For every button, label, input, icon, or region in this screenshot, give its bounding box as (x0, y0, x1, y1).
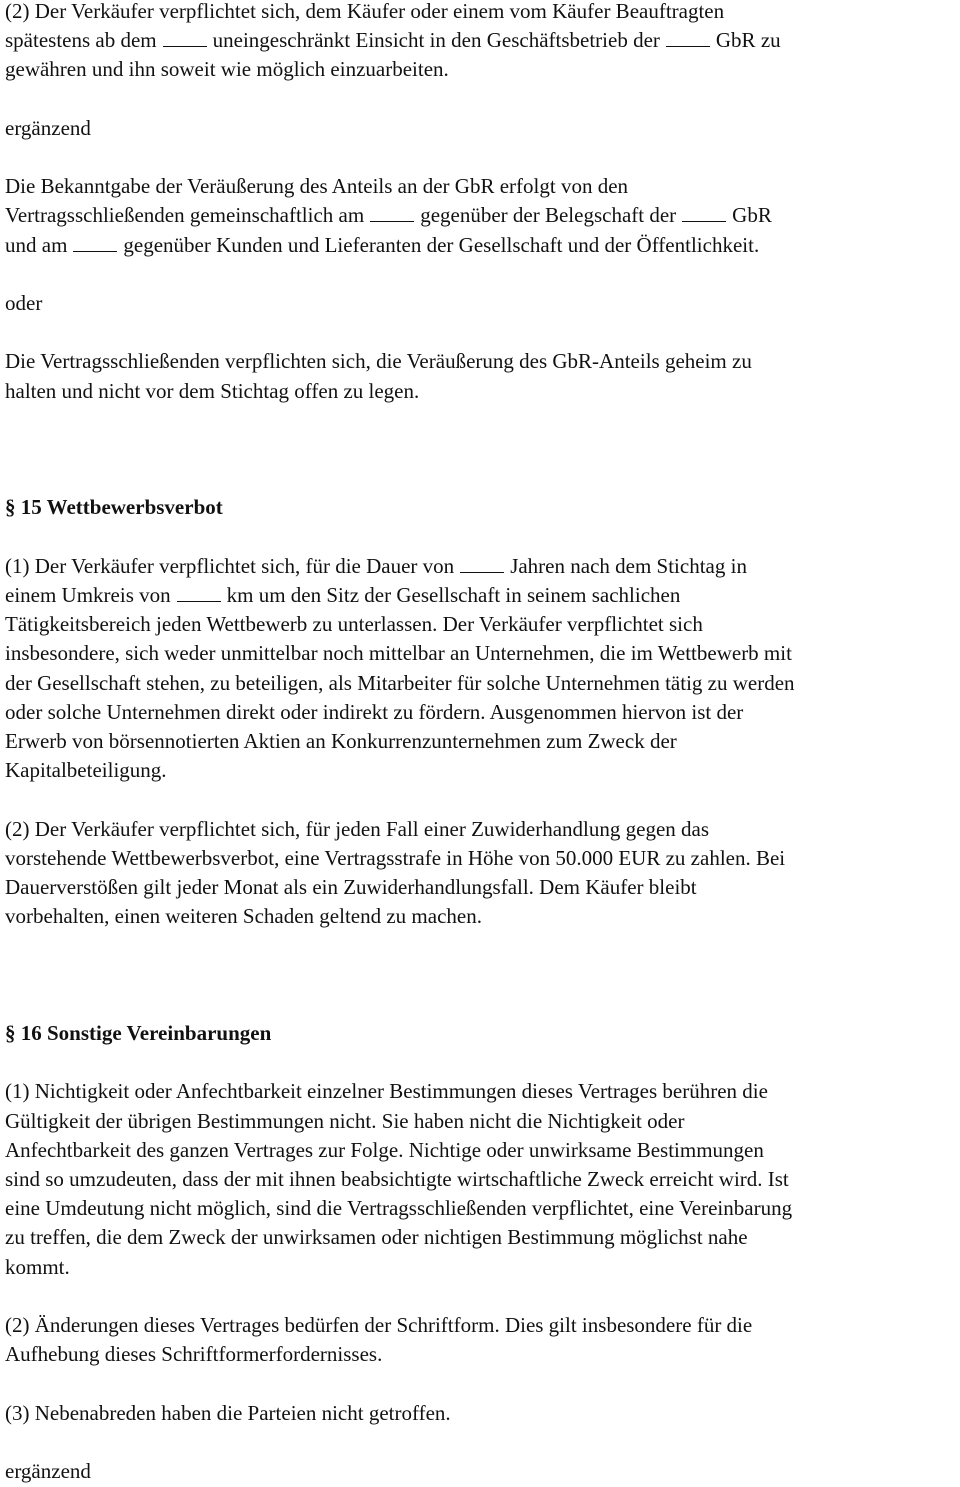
text-line: (3) Nebenabreden haben die Parteien nicht getroffen. (5, 1400, 451, 1425)
fill-in-blank (73, 235, 117, 252)
text-line: der Gesellschaft stehen, zu beteiligen, als Mitarbeiter für solche Unternehmen tätig zu werden (5, 670, 795, 695)
paragraph (5, 172, 960, 260)
text-line: gewähren und ihn soweit wie möglich einzuarbeiten. (5, 57, 449, 82)
fill-in-blank (460, 556, 504, 573)
text-line: § 16 Sonstige Vereinbarungen (5, 1020, 272, 1045)
paragraph (5, 815, 960, 932)
text-line: Gültigkeit der übrigen Bestimmungen nicht. Sie haben nicht die Nichtigkeit oder (5, 1108, 685, 1133)
text-line: (2) Der Verkäufer verpflichtet sich, für jeden Fall einer Zuwiderhandlung gegen das (5, 816, 710, 841)
fill-in-blank (370, 205, 414, 222)
text-line: zu treffen, die dem Zweck der unwirksamen oder nichtigen Bestimmung möglichst nahe (5, 1225, 748, 1250)
text-line: Erwerb von börsennotierten Aktien an Konkurrenzunternehmen zum Zweck der (5, 728, 677, 753)
text-line: kommt. (5, 1254, 70, 1279)
paragraph (5, 347, 960, 405)
text-line: Aufhebung dieses Schriftformerfordernisses. (5, 1342, 383, 1367)
text-line: ergänzend (5, 1458, 91, 1483)
text-line: sind so umzudeuten, dass der mit ihnen beabsichtigte wirtschaftliche Zweck erreicht wird. Ist (5, 1166, 789, 1191)
text-line: Tätigkeitsbereich jeden Wettbewerb zu unterlassen. Der Verkäufer verpflichtet sich (5, 612, 703, 637)
section-heading (5, 493, 960, 522)
text-line: oder solche Unternehmen direkt oder indirekt zu fördern. Ausgenommen hiervon ist der (5, 699, 744, 724)
text-line: halten und nicht vor dem Stichtag offen zu legen. (5, 378, 420, 403)
text-line: (2) Änderungen dieses Vertrages bedürfen der Schriftform. Dies gilt insbesondere für die (5, 1312, 753, 1337)
text-line: eine Umdeutung nicht möglich, sind die Vertragsschließenden verpflichtet, eine Vereinbarung (5, 1196, 793, 1221)
text-line: Die Bekanntgabe der Veräußerung des Anteils an der GbR erfolgt von den (5, 174, 629, 199)
text-line: vorstehende Wettbewerbsverbot, eine Vertragsstrafe in Höhe von 50.000 EUR zu zahlen. Bei (5, 845, 786, 870)
text-line: spätestens ab dem uneingeschränkt Einsicht in den Geschäftsbetrieb der GbR zu (5, 28, 781, 53)
text-line: vorbehalten, einen weiteren Schaden geltend zu machen. (5, 904, 482, 929)
fill-in-blank (666, 30, 710, 47)
text-line: § 15 Wettbewerbsverbot (5, 495, 223, 520)
paragraph (5, 1399, 960, 1428)
document-body (5, 0, 960, 1486)
paragraph (5, 0, 960, 85)
text-line: Vertragsschließenden gemeinschaftlich am gegenüber der Belegschaft der GbR (5, 203, 772, 228)
text-line: einem Umkreis von km um den Sitz der Gesellschaft in seinem sachlichen (5, 582, 681, 607)
text-line: Kapitalbeteiligung. (5, 758, 167, 783)
text-line: (1) Der Verkäufer verpflichtet sich, für die Dauer von Jahren nach dem Stichtag in (5, 553, 747, 578)
text-line: ergänzend (5, 115, 91, 140)
paragraph (5, 114, 960, 143)
text-line: Anfechtbarkeit des ganzen Vertrages zur Folge. Nichtige oder unwirksame Bestimmungen (5, 1137, 764, 1162)
paragraph (5, 1457, 960, 1486)
text-line: Dauerverstößen gilt jeder Monat als ein Zuwiderhandlungsfall. Dem Käufer bleibt (5, 874, 697, 899)
text-line: oder (5, 290, 43, 315)
fill-in-blank (163, 30, 207, 47)
fill-in-blank (682, 205, 726, 222)
text-line: Die Vertragsschließenden verpflichten sich, die Veräußerung des GbR-Anteils geheim zu (5, 349, 752, 374)
text-line: insbesondere, sich weder unmittelbar noch mittelbar an Unternehmen, die im Wettbewerb mit (5, 641, 792, 666)
text-line: und am gegenüber Kunden und Lieferanten der Gesellschaft und der Öffentlichkeit. (5, 232, 760, 257)
paragraph (5, 552, 960, 786)
fill-in-blank (177, 585, 221, 602)
paragraph (5, 1311, 960, 1369)
section-heading (5, 1019, 960, 1048)
paragraph (5, 1077, 960, 1281)
text-line: (2) Der Verkäufer verpflichtet sich, dem Käufer oder einem vom Käufer Beauftragten (5, 0, 725, 23)
text-line: (1) Nichtigkeit oder Anfechtbarkeit einzelner Bestimmungen dieses Vertrages berühren die (5, 1079, 768, 1104)
paragraph (5, 289, 960, 318)
